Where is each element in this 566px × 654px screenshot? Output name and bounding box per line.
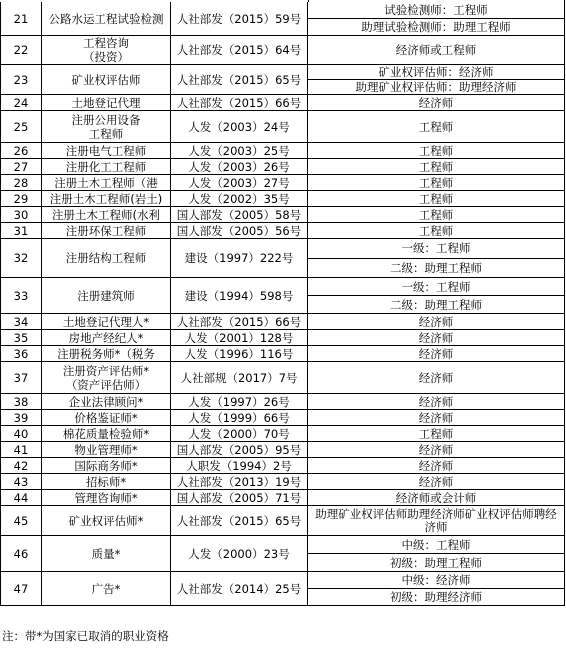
title-level-entry: 经济师或工程师 <box>395 43 477 57</box>
title-level-entry: 中级：工程师 <box>401 537 471 552</box>
qualification-name <box>42 2 171 36</box>
qualification-name <box>42 458 171 474</box>
document-reference: 人发（2000）70号 <box>171 426 308 442</box>
document-reference: 人发（2000）23号 <box>171 536 308 572</box>
qualification-name <box>42 346 171 362</box>
document-reference: 人社部发（2015）66号 <box>171 95 308 111</box>
qualification-name-line: 土地登记代理 <box>71 95 141 110</box>
title-level <box>308 536 565 572</box>
table-row <box>0 314 566 330</box>
table-row <box>0 362 566 394</box>
table-row <box>0 490 566 506</box>
qualification-name-line: 注册电气工程师 <box>65 143 147 158</box>
title-level-entry: 助理试验检测师：助理工程师 <box>308 18 564 35</box>
row-number: 30 <box>0 207 42 223</box>
document-reference: 建设（1994）598号 <box>171 278 308 314</box>
title-level-entry: 二级：助理工程师 <box>308 258 564 278</box>
title-level <box>308 314 565 330</box>
title-level <box>308 426 565 442</box>
title-level-entry: 经济师 <box>418 370 454 385</box>
document-reference: 人发（1996）116号 <box>171 346 308 362</box>
row-number: 32 <box>0 239 42 278</box>
table-row <box>0 207 566 223</box>
qualification-name <box>42 426 171 442</box>
document-reference: 人社部发（2015）66号 <box>171 314 308 330</box>
qualification-name-line: 注册土木工程师（港 <box>54 175 158 190</box>
title-level <box>308 95 565 111</box>
qualification-name-line: 企业法律顾问* <box>68 394 144 409</box>
table-row <box>0 191 566 207</box>
table-row <box>0 143 566 159</box>
document-reference: 人发（2002）35号 <box>171 191 308 207</box>
table-row <box>0 36 566 65</box>
title-level <box>308 36 565 65</box>
qualification-name <box>42 143 171 159</box>
qualification-name-line: （资产评估师） <box>65 377 147 392</box>
title-level <box>308 143 565 159</box>
document-reference: 人发（1999）66号 <box>171 410 308 426</box>
row-number: 23 <box>0 65 42 95</box>
title-level-entry: 工程师 <box>418 143 454 158</box>
table-row <box>0 394 566 410</box>
qualification-name <box>42 95 171 111</box>
title-level <box>308 410 565 426</box>
row-number: 35 <box>0 330 42 346</box>
document-reference: 建设（1997）222号 <box>171 239 308 278</box>
table-row <box>0 111 566 143</box>
qualification-name-line: 注册结构工程师 <box>65 251 147 265</box>
title-level <box>308 2 565 36</box>
qualification-name-line: （投资） <box>83 50 129 64</box>
row-number: 28 <box>0 175 42 191</box>
document-reference: 人社部发（2015）65号 <box>171 65 308 95</box>
qualification-name <box>42 239 171 278</box>
title-level-entry: 经济师 <box>418 474 454 489</box>
table-row <box>0 330 566 346</box>
qualification-name-line: 注册化工工程师 <box>65 159 147 174</box>
title-level-entry: 工程师 <box>418 175 454 190</box>
row-number: 31 <box>0 223 42 239</box>
document-reference: 人社部发（2015）64号 <box>171 36 308 65</box>
qualification-name <box>42 175 171 191</box>
qualification-name <box>42 410 171 426</box>
title-level <box>308 239 565 278</box>
qualification-name-line: 注册环保工程师 <box>65 223 147 238</box>
qualification-name-line: 矿业权评估师 <box>71 72 141 87</box>
qualification-name-line: 矿业权评估师* <box>68 513 144 528</box>
title-level-entry: 助理矿业权评估师助理经济师矿业权评估师聘经济师 <box>315 506 557 534</box>
document-reference: 人社部发（2014）25号 <box>171 572 308 606</box>
title-level-entry: 试验检测师：工程师 <box>384 3 488 17</box>
document-reference: 人职发（1994）2号 <box>171 458 308 474</box>
table-row <box>0 159 566 175</box>
qualification-name-line: 注册税务师*（税务 <box>57 346 155 361</box>
qualification-name <box>42 278 171 314</box>
table-row <box>0 458 566 474</box>
title-level-entry: 经济师或会计师 <box>395 490 477 505</box>
qualification-name <box>42 223 171 239</box>
qualification-name-line: 招标师* <box>85 474 127 489</box>
qualification-name-line: 工程师 <box>88 126 124 141</box>
title-level-entry: 经济师 <box>418 394 454 409</box>
document-reference: 人发（2001）128号 <box>171 330 308 346</box>
document-reference: 人社部发（2013）19号 <box>171 474 308 490</box>
qualification-name-line: 价格鉴证师* <box>74 410 138 425</box>
title-level-entry: 工程师 <box>418 159 454 174</box>
qualification-name <box>42 572 171 606</box>
qualification-name-line: 棉花质量检验师* <box>62 426 150 441</box>
title-level <box>308 362 565 394</box>
title-level <box>308 111 565 143</box>
document-reference: 人发（2003）26号 <box>171 159 308 175</box>
row-number: 42 <box>0 458 42 474</box>
document-reference: 人社部规（2017）7号 <box>171 362 308 394</box>
qualification-name <box>42 36 171 65</box>
title-level-entry: 二级：助理工程师 <box>308 295 564 313</box>
row-number: 26 <box>0 143 42 159</box>
title-level <box>308 346 565 362</box>
title-level-entry: 经济师 <box>418 95 454 110</box>
qualification-name <box>42 362 171 394</box>
table-row <box>0 346 566 362</box>
qualification-name <box>42 159 171 175</box>
row-number: 41 <box>0 442 42 458</box>
table-row <box>0 410 566 426</box>
document-reference: 人发（2003）27号 <box>171 175 308 191</box>
title-level-entry: 经济师 <box>418 330 454 345</box>
qualification-name-line: 注册公用设备 <box>71 112 141 127</box>
row-number: 24 <box>0 95 42 111</box>
qualification-name <box>42 506 171 536</box>
row-number: 44 <box>0 490 42 506</box>
title-level <box>308 474 565 490</box>
title-level <box>308 394 565 410</box>
row-number: 38 <box>0 394 42 410</box>
title-level-entry: 经济师 <box>418 442 454 457</box>
qualification-name <box>42 394 171 410</box>
table-row <box>0 95 566 111</box>
title-level-entry: 初级：助理工程师 <box>308 553 564 571</box>
table-row <box>0 572 566 606</box>
title-level-entry: 工程师 <box>418 207 454 222</box>
row-number: 21 <box>0 2 42 36</box>
row-number: 33 <box>0 278 42 314</box>
table-row <box>0 278 566 314</box>
row-number: 39 <box>0 410 42 426</box>
row-number: 34 <box>0 314 42 330</box>
qualification-name <box>42 111 171 143</box>
qualification-name-line: 工程咨询 <box>83 36 129 50</box>
document-reference: 人发（2003）25号 <box>171 143 308 159</box>
title-level <box>308 278 565 314</box>
title-level-entry: 工程师 <box>418 191 454 206</box>
title-level-entry: 经济师 <box>418 314 454 329</box>
table-row <box>0 426 566 442</box>
title-level-entry: 助理矿业权评估师：助理经济师 <box>308 79 564 94</box>
title-level <box>308 65 565 95</box>
table-row <box>0 223 566 239</box>
table-row <box>0 65 566 95</box>
qualification-name-line: 广告* <box>91 581 121 596</box>
qualification-name-line: 物业管理师* <box>74 442 138 457</box>
qualification-name-line: 房地产经纪人* <box>68 330 144 345</box>
title-level-entry: 工程师 <box>418 223 454 238</box>
qualification-name-line: 质量* <box>91 546 121 561</box>
qualification-name <box>42 191 171 207</box>
title-level <box>308 191 565 207</box>
qualification-name <box>42 474 171 490</box>
row-number: 47 <box>0 572 42 606</box>
title-level-entry: 经济师 <box>418 346 454 361</box>
title-level <box>308 506 565 536</box>
document-reference: 国人部发（2005）95号 <box>171 442 308 458</box>
qualification-name-line: 注册资产评估师* <box>62 363 150 378</box>
title-level <box>308 175 565 191</box>
table-footnote: 注：带*为国家已取消的职业资格 <box>2 629 169 643</box>
title-level <box>308 159 565 175</box>
qualification-name <box>42 490 171 506</box>
row-number: 22 <box>0 36 42 65</box>
row-number: 46 <box>0 536 42 572</box>
title-level-entry: 经济师 <box>418 410 454 425</box>
qualification-name-line: 注册土木工程师(水利 <box>52 207 160 222</box>
row-number: 43 <box>0 474 42 490</box>
qualification-name <box>42 207 171 223</box>
document-reference: 国人部发（2005）71号 <box>171 490 308 506</box>
row-number: 25 <box>0 111 42 143</box>
qualification-name-line: 注册建筑师 <box>77 288 135 303</box>
document-reference: 国人部发（2005）58号 <box>171 207 308 223</box>
title-level-entry: 一级：工程师 <box>401 241 471 256</box>
qualification-name <box>42 314 171 330</box>
title-level <box>308 207 565 223</box>
title-level <box>308 442 565 458</box>
qualification-name-line: 注册土木工程师(岩土) <box>49 191 163 206</box>
title-level-entry: 经济师 <box>418 458 454 473</box>
title-level-entry: 工程师 <box>418 426 454 441</box>
qualification-name <box>42 536 171 572</box>
title-level-entry: 初级：助理经济师 <box>308 588 564 605</box>
table-row <box>0 239 566 278</box>
document-reference: 人发（1997）26号 <box>171 394 308 410</box>
table-row <box>0 442 566 458</box>
row-number: 36 <box>0 346 42 362</box>
table-row <box>0 175 566 191</box>
title-level-entry: 工程师 <box>418 119 454 134</box>
title-level <box>308 223 565 239</box>
qualification-name-line: 国际商务师* <box>74 458 138 473</box>
title-level-entry: 一级：工程师 <box>401 279 471 294</box>
table-row <box>0 506 566 536</box>
title-level-entry: 矿业权评估师：经济师 <box>378 65 494 79</box>
qualification-name <box>42 65 171 95</box>
qualification-name-line: 公路水运工程试验检测 <box>48 11 164 26</box>
document-reference: 人社部发（2015）65号 <box>171 506 308 536</box>
row-number: 27 <box>0 159 42 175</box>
document-reference: 人社部发（2015）59号 <box>171 2 308 36</box>
title-level <box>308 490 565 506</box>
row-number: 29 <box>0 191 42 207</box>
table-row <box>0 536 566 572</box>
row-number: 40 <box>0 426 42 442</box>
row-number: 37 <box>0 362 42 394</box>
table-row <box>0 2 566 36</box>
table-row <box>0 474 566 490</box>
title-level-entry: 中级：经济师 <box>401 573 471 587</box>
document-reference: 人发（2003）24号 <box>171 111 308 143</box>
document-reference: 国人部发（2005）56号 <box>171 223 308 239</box>
qualification-name-line: 管理咨询师* <box>74 490 138 505</box>
qualification-name <box>42 442 171 458</box>
qualification-name <box>42 330 171 346</box>
row-number: 45 <box>0 506 42 536</box>
title-level <box>308 572 565 606</box>
title-level <box>308 330 565 346</box>
title-level <box>308 458 565 474</box>
qualification-name-line: 土地登记代理人* <box>62 314 150 329</box>
